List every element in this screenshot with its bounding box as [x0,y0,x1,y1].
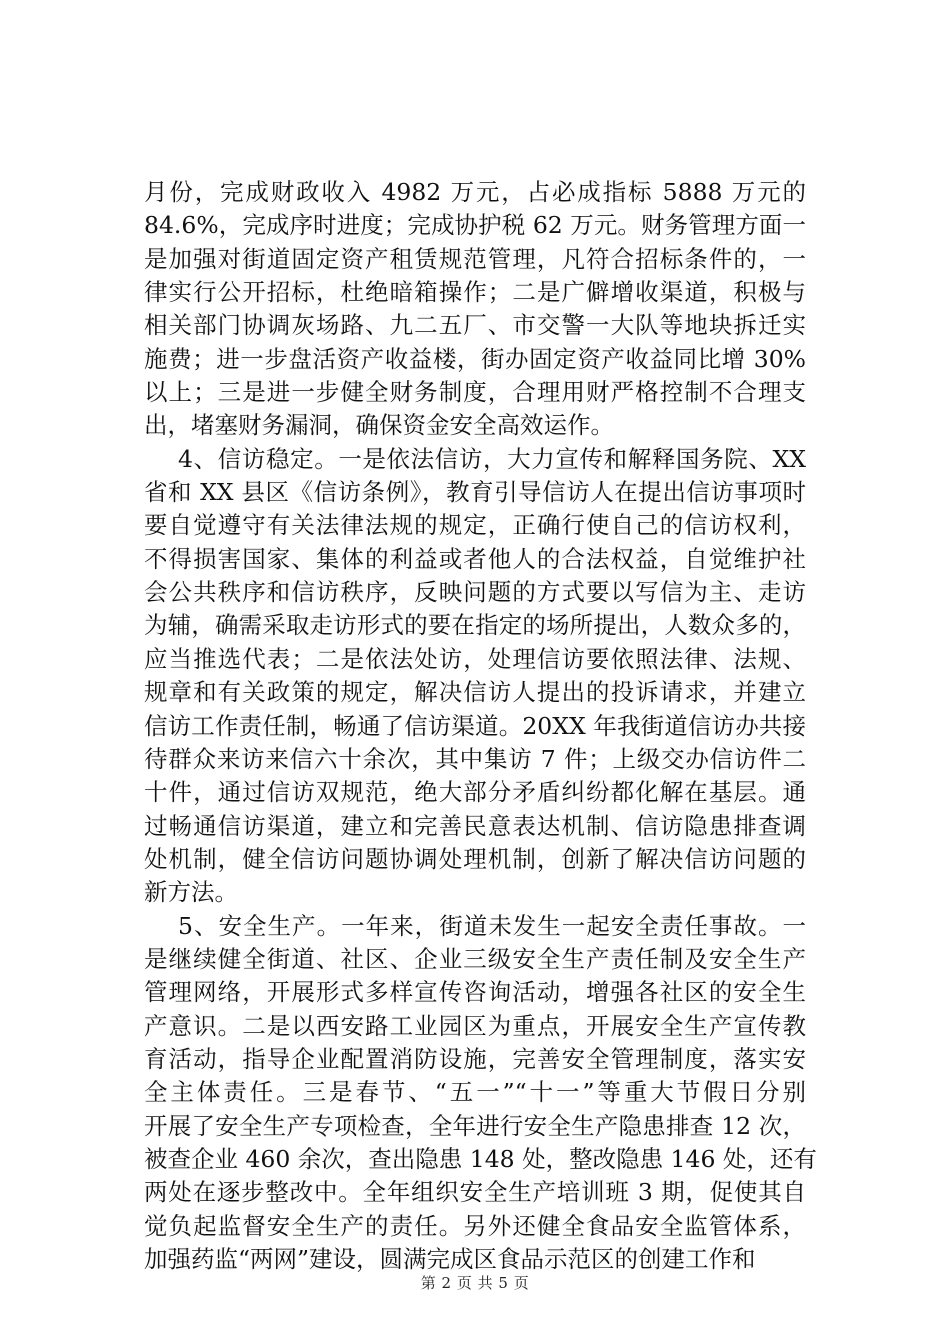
text-line: 应当推选代表；二是依法处访，处理信访要依照法律、法规、 [144,644,806,673]
text-line: 产意识。二是以西安路工业园区为重点，开展安全生产宣传教 [144,1011,806,1040]
text-line: 觉负起监督安全生产的责任。另外还健全食品安全监管体系， [144,1211,806,1240]
text-line: 律实行公开招标，杜绝暗箱操作；二是广僻增收渠道，积极与 [144,278,806,307]
text-line: 要自觉遵守有关法律法规的规定，正确行使自己的信访权利， [144,511,806,540]
text-line: 信访工作责任制，畅通了信访渠道。20XX 年我街道信访办共接 [144,711,806,740]
text-line: 为辅，确需采取走访形式的要在指定的场所提出，人数众多的， [144,611,806,640]
text-line: 开展了安全生产专项检查，全年进行安全生产隐患排查 12 次， [144,1111,806,1140]
paragraph [144,443,806,910]
text-line: 出，堵塞财务漏洞，确保资金安全高效运作。 [144,411,614,440]
text-line: 是加强对街道固定资产租赁规范管理，凡符合招标条件的，一 [144,244,806,273]
text-line: 全主体责任。三是春节、“五一”“十一”等重大节假日分别 [144,1078,806,1107]
text-line: 加强药监“两网”建设，圆满完成区食品示范区的创建工作和 [144,1245,756,1273]
text-line: 待群众来访来信六十余次，其中集访 7 件；上级交办信访件二 [144,744,806,773]
paragraph-list [144,176,817,1276]
text-line: 相关部门协调灰场路、九二五厂、市交警一大队等地块拆迁实 [144,311,806,340]
text-line: 月份，完成财政收入 4982 万元，占必成指标 5888 万元的 [144,178,806,206]
text-line: 以上；三是进一步健全财务制度，合理用财严格控制不合理支 [144,378,806,407]
text-line: 十件，通过信访双规范，绝大部分矛盾纠纷都化解在基层。通 [144,778,806,807]
text-line: 省和 XX 县区《信访条例》，教育引导信访人在提出信访事项时 [144,478,806,507]
text-line: 管理网络，开展形式多样宣传咨询活动，增强各社区的安全生 [144,978,806,1007]
paragraph [144,176,806,443]
text-line: 新方法。 [144,878,238,907]
page-footer: 第 2 页 共 5 页 [420,1274,530,1292]
text-line: 会公共秩序和信访秩序，反映问题的方式要以写信为主、走访 [144,578,806,607]
text-line: 过畅通信访渠道，建立和完善民意表达机制、信访隐患排查调 [144,811,806,840]
text-line: 施费；进一步盘活资产收益楼，街办固定资产收益同比增 30% [144,344,806,373]
text-line: 育活动，指导企业配置消防设施，完善安全管理制度，落实安 [144,1044,806,1073]
text-line: 5、安全生产。一年来，街道未发生一起安全责任事故。一 [178,911,806,940]
text-line: 两处在逐步整改中。全年组织安全生产培训班 3 期，促使其自 [144,1178,806,1207]
text-line: 4、信访稳定。一是依法信访，大力宣传和解释国务院、XX [178,444,806,473]
text-line: 84.6%，完成序时进度；完成协护税 62 万元。财务管理方面一 [144,211,806,240]
text-line: 是继续健全街道、社区、企业三级安全生产责任制及安全生产 [144,944,806,973]
paragraph [144,910,817,1277]
text-line: 处机制，健全信访问题协调处理机制，创新了解决信访问题的 [144,844,806,873]
text-line: 被查企业 460 余次，查出隐患 148 处，整改隐患 146 处，还有 [144,1144,817,1173]
body-text [144,176,817,1276]
text-line: 规章和有关政策的规定，解决信访人提出的投诉请求，并建立 [144,678,806,707]
text-line: 不得损害国家、集体的利益或者他人的合法权益，自觉维护社 [144,544,806,573]
